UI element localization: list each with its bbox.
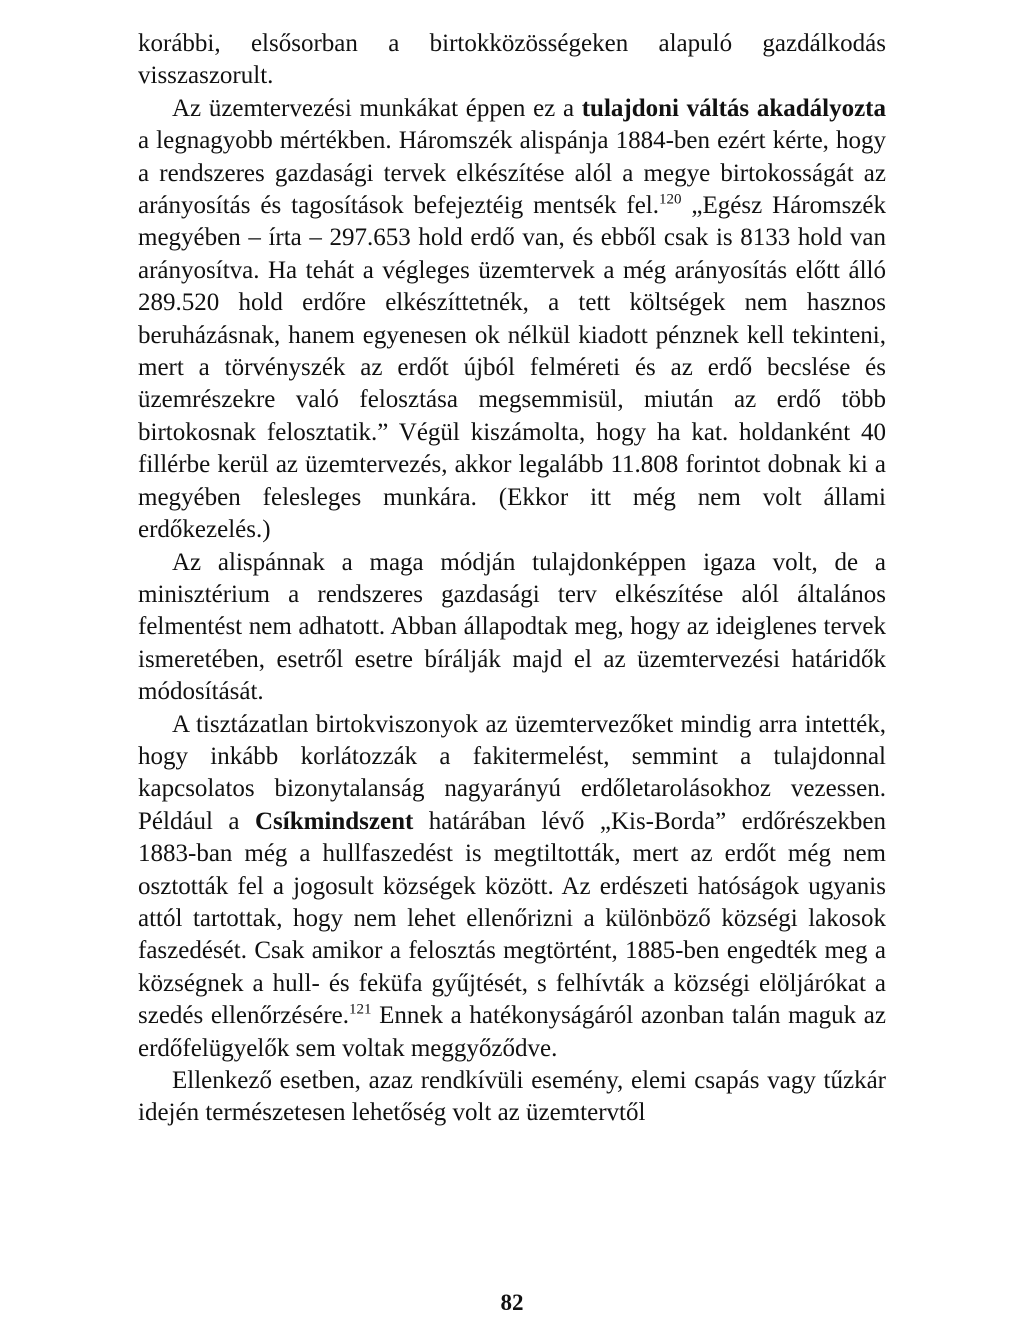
paragraph-2-text-2: a legnagyobb mértékben. Háromszék alispánja 1884-ben ezért kérte, hogy a rendszeres gazdasági tervek elkészítése alól a megye birtokosságát az arányosítás és tagosítások befejeztéig mentsék fel.	[138, 127, 886, 220]
paragraph-4-text-3: Ennek a hatékonyságáról azonban talán maguk az erdőfelügyelők sem voltak meggyőződve.	[138, 1002, 886, 1062]
footnote-ref-121: 121	[349, 1001, 372, 1018]
paragraph-4-emphasis: Csíkmindszent	[254, 807, 414, 835]
paragraph-1	[138, 28, 886, 93]
page-number: 82	[500, 1290, 524, 1315]
paragraph-1-text: korábbi, elsősorban a birtokközösségeken alapuló gazdálkodás visszaszorult.	[138, 30, 886, 90]
paragraph-4-text-1: A tisztázatlan birtokviszonyok az üzemtervezőket mindig arra intették, hogy inkább korlátozzák a fakitermelést, semmint a tulajdonnal kapcsolatos bizonytalanság nagyarányú erdőletarolásokhoz vezessen. Például a	[138, 710, 886, 835]
footnote-ref-120: 120	[659, 191, 682, 208]
paragraph-2-text-3: „Egész Háromszék megyében – írta – 297.653 hold erdő van, és ebből csak is 8133 hold van arányosítva. Ha tehát a végleges üzemtervek a még arányosítás előtt álló 289.520 hold erdőre elkészíttetnék, a tett költségek nem hasznos beruházásnak, hanem egyenesen ok nélkül kiadott pénznek kell tekinteni, mert a törvényszék az erdőt újból felméreti és az erdő becslése és üzemrészekre való felosztása megsemmisül, miután az erdő több birtokosnak felosztatik.” Végül kiszámolta, hogy ha kat. holdanként 40 fillérbe kerül az üzemtervezés, akkor legalább 11.808 forintot dobnak ki a megyében felesleges munkára. (Ekkor itt még nem volt állami erdőkezelés.)	[138, 192, 886, 544]
paragraph-4	[138, 709, 886, 1065]
paragraph-5	[138, 1065, 886, 1130]
paragraph-4-text-2: határában lévő „Kis-Borda” erdőrészekben 1883-ban még a hullfaszedést is megtiltották, mert az erdőt még nem osztották fel a jogosult községek között. Az erdészeti hatóságok ugyanis attól tartottak, hogy nem lehet ellenőrizni a különböző községi lakosok faszedését. Csak amikor a felosztás megtörtént, 1885-ben engedték meg a községnek a hull- és feküfa gyűjtését, s felhívták a községi elöljárókat a szedés ellenőrzésére.	[138, 807, 886, 1030]
paragraph-2-emphasis: tulajdoni váltás akadályozta	[581, 94, 886, 122]
paragraph-3-text: Az alispánnak a maga módján tulajdonképpen igaza volt, de a minisztérium a rendszeres gazdasági terv elkészítése alól általános felmentést nem adhatott. Abban állapodtak meg, hogy az ideiglenes tervek ismeretében, esetről esetre bírálják majd el az üzemtervezési határidők módosítását.	[138, 548, 886, 706]
paragraph-2	[138, 93, 886, 547]
body-text	[138, 28, 886, 1130]
paragraph-5-text: Ellenkező esetben, azaz rendkívüli esemény, elemi csapás vagy tűzkár idején természetesen lehetőség volt az üzemtervtől	[138, 1067, 886, 1127]
paragraph-3	[138, 547, 886, 709]
paragraph-2-text-1: Az üzemtervezési munkákat éppen ez a	[172, 94, 582, 122]
